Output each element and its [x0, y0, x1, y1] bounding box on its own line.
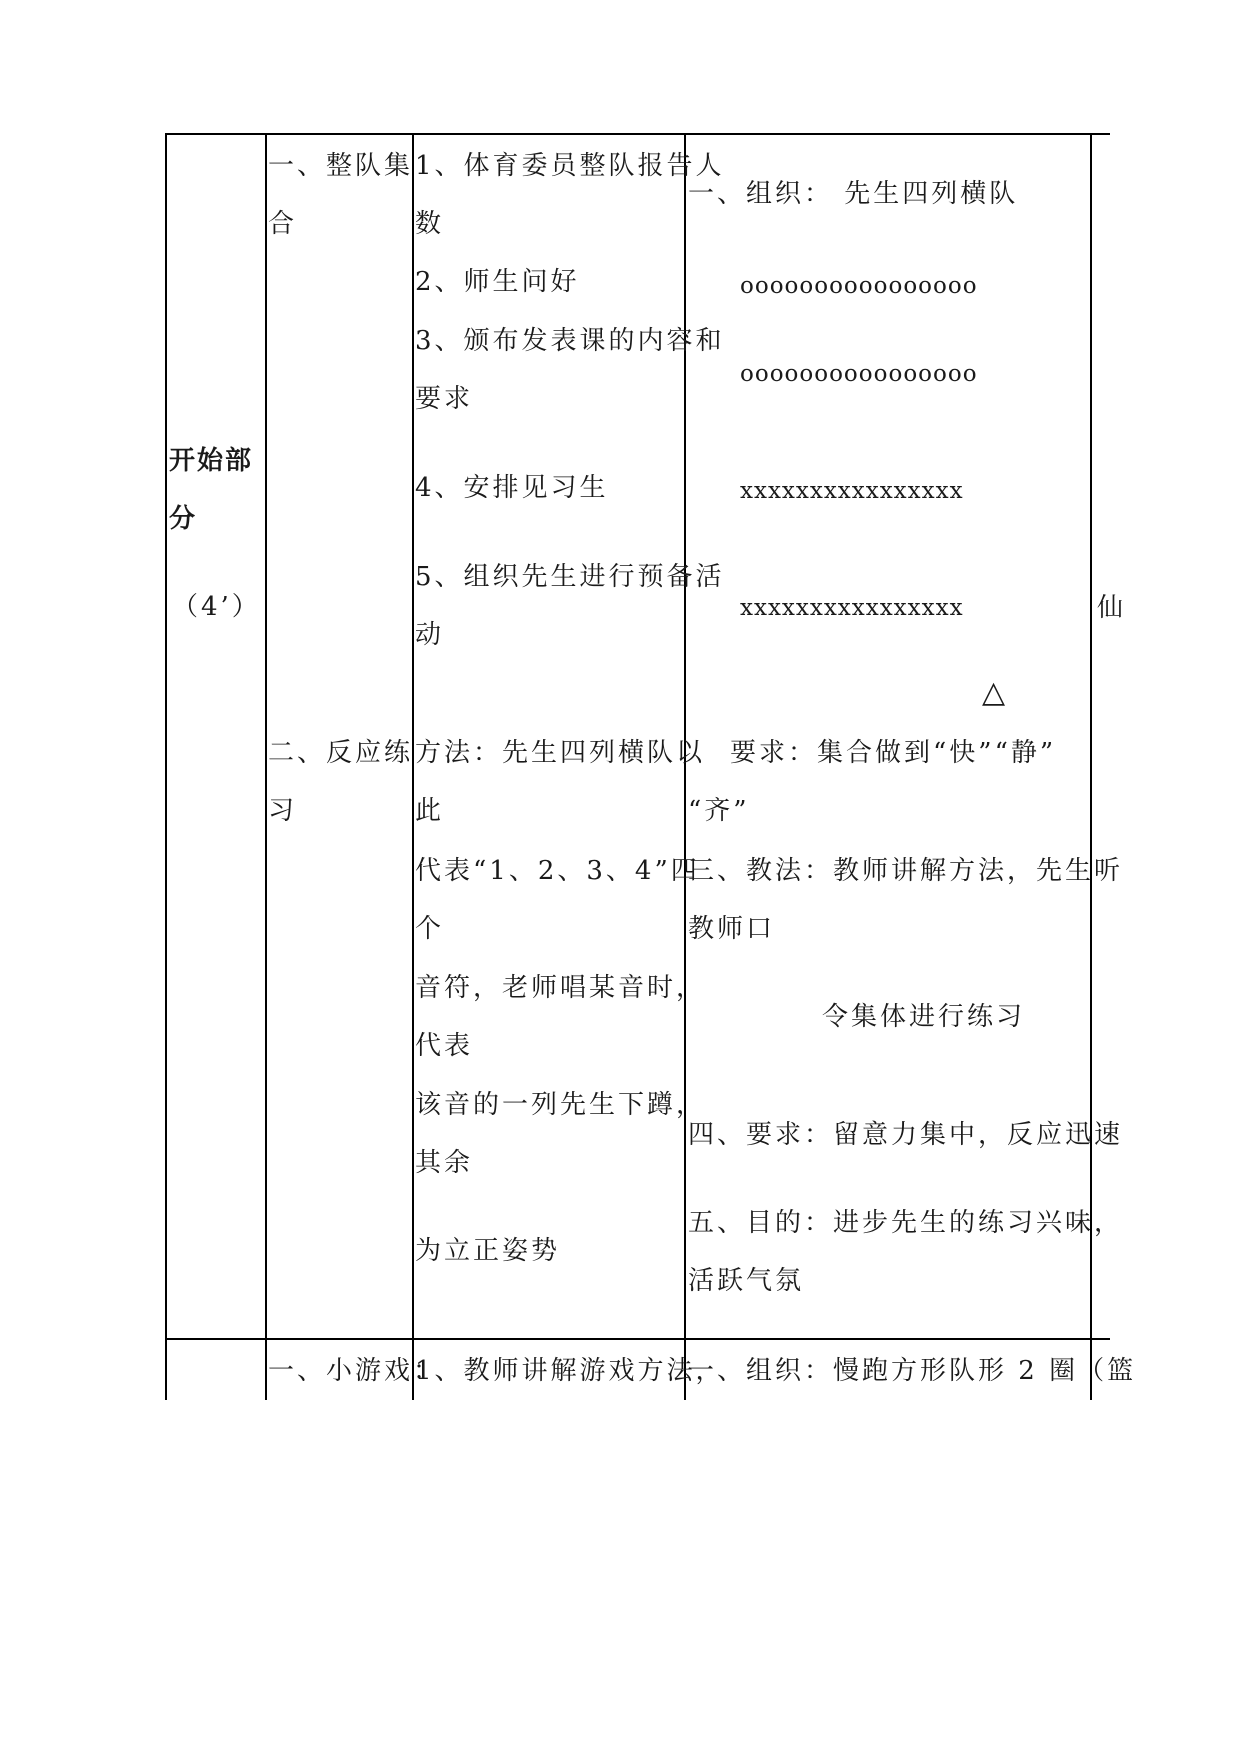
method-line3: 令集体进行练习 [822, 1002, 1026, 1032]
content-line: 个 [415, 914, 445, 944]
content-line: 代表 [415, 1031, 474, 1061]
content-line: 2、师生问好 [415, 267, 580, 297]
method-line2: 教师口 [688, 914, 776, 944]
row2-content: 1、教师讲解游戏方法， [415, 1356, 725, 1386]
col-border-1 [165, 133, 167, 1400]
content-line: 代表“1、2、3、4”四 [415, 856, 700, 886]
content-line: 此 [415, 796, 445, 826]
clipped-edge-character: 仙 [1097, 593, 1127, 623]
row2-part: 一、小游戏： [268, 1356, 443, 1386]
content-line: 动 [415, 620, 445, 650]
content-line: 数 [415, 209, 445, 239]
method-line1: 三、教法：教师讲解方法，先生听 [688, 856, 1124, 886]
requirement-focus: 四、要求：留意力集中，反应迅速 [688, 1120, 1124, 1150]
content-line: 5、组织先生进行预备活 [415, 562, 725, 592]
part2-line2: 习 [268, 796, 298, 826]
content-line: 4、安排见习生 [415, 473, 609, 503]
section-duration: （4’） [172, 592, 261, 622]
teacher-position-icon: △ [982, 675, 1006, 710]
formation-row: xxxxxxxxxxxxxxxx [740, 595, 964, 621]
content-line: 3、颁布发表课的内容和 [415, 326, 725, 356]
formation-row: oooooooooooooooo [740, 273, 978, 299]
section-name-line2: 分 [169, 504, 198, 534]
content-line: 该音的一列先生下蹲， [415, 1090, 706, 1120]
content-line: 其余 [415, 1148, 474, 1178]
requirement-line1: 要求：集合做到“快”“静” [730, 738, 1057, 768]
part1-line1: 一、整队集 [268, 151, 414, 181]
content-line: 为立正姿势 [415, 1236, 561, 1266]
goal-line2: 活跃气氛 [688, 1266, 805, 1296]
row2-organization: 一、组织：慢跑方形队形 2 圈（篮 [688, 1356, 1137, 1386]
section-name-line1: 开始部 [169, 446, 254, 476]
table-top-border [165, 133, 1110, 135]
formation-row: xxxxxxxxxxxxxxxx [740, 478, 964, 504]
part1-line2: 合 [268, 209, 298, 239]
content-line: 1、体育委员整队报告人 [415, 151, 725, 181]
part2-line1: 二、反应练 [268, 738, 414, 768]
goal-line1: 五、目的：进步先生的练习兴味， [688, 1208, 1124, 1238]
organization-title: 一、组织： 先生四列横队 [688, 179, 1019, 209]
requirement-line2: “齐” [688, 796, 750, 826]
formation-row: oooooooooooooooo [740, 361, 978, 387]
content-line: 方法：先生四列横队以 [415, 738, 706, 768]
row-divider [165, 1338, 1110, 1340]
col-border-2 [265, 133, 267, 1400]
content-line: 要求 [415, 384, 474, 414]
content-line: 音符，老师唱某音时， [415, 973, 706, 1003]
table-top-border-extension [1090, 133, 1110, 135]
